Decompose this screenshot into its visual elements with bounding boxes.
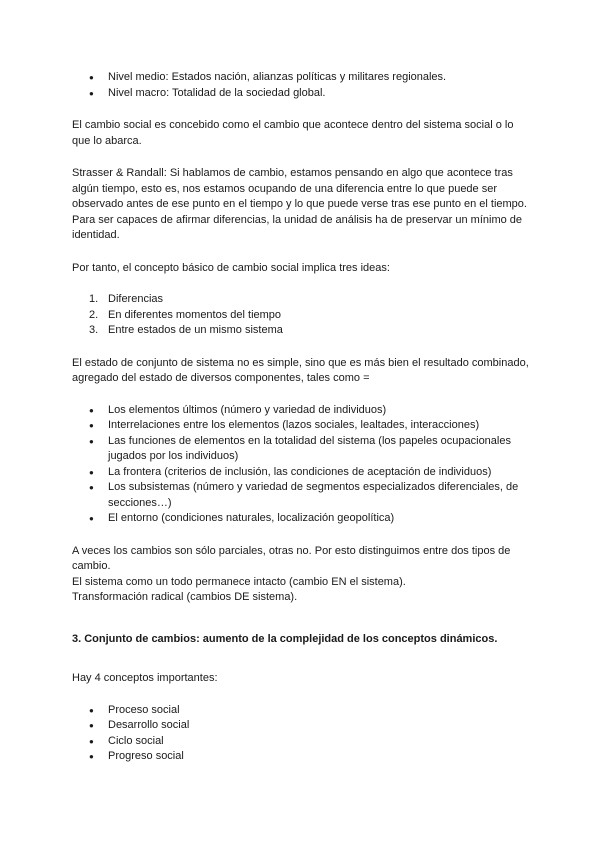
paragraph-estado-conjunto: El estado de conjunto de sistema no es simple, sino que es más bien el resultado combinado, agregado del estado de diversos componentes, tales como = [72,356,529,384]
paragraph-strasser-randall: Strasser & Randall: Si hablamos de cambio, estamos pensando en algo que acontece tras algún tiempo, esto es, nos estamos ocupando de una diferencia entre lo que puede ser observado antes de ese punto en el tiempo y lo que puede verse tras ese punto en el tiempo. Para ser capaces de afirmar diferencias, la unidad de análisis ha de preservar un mínimo de identidad. [72,167,527,241]
list-item: ● Ciclo social [72,734,532,750]
list-text: En diferentes momentos del tiempo [108,308,282,321]
section-heading: 3. Conjunto de cambios: aumento de la complejidad de los conceptos dinámicos. [72,632,498,645]
list-item [72,308,532,324]
list-text: Diferencias [108,293,164,305]
ideas-list [72,292,532,339]
list-item: ● Nivel macro: Totalidad de la sociedad global. [72,86,532,102]
levels-list [72,70,532,101]
list-item: ● Los subsistemas (número y variedad de segmentos especializados diferenciales, de secciones…) [72,480,532,511]
list-number: 1. [89,293,99,305]
list-item: ● Interrelaciones entre los elementos (lazos sociales, lealtades, interacciones) [72,418,532,434]
list-item: ● Proceso social [72,703,532,719]
paragraph-conceptos: Hay 4 conceptos importantes: [72,672,218,684]
concepts-list [72,703,532,765]
list-item [72,292,532,308]
list-item: ● Nivel medio: Estados nación, alianzas políticas y militares regionales. [72,70,532,86]
paragraph-cambio-social: El cambio social es concebido como el cambio que acontece dentro del sistema social o lo que lo abarca. [72,119,514,147]
paragraph-cambio-de: Transformación radical (cambios DE sistema). [72,591,298,603]
components-list [72,403,532,527]
paragraph-tipos-cambio: A veces los cambios son sólo parciales, otras no. Por esto distinguimos entre dos tipos de cambio. [72,544,511,572]
list-item: ● Desarrollo social [72,718,532,734]
list-item: ● La frontera (criterios de inclusión, las condiciones de aceptación de individuos) [72,465,532,481]
list-item: ● El entorno (condiciones naturales, localización geopolítica) [72,511,532,527]
paragraph-cambio-en: El sistema como un todo permanece intacto (cambio EN el sistema). [72,575,406,588]
list-item [72,323,532,339]
list-number: 3. [89,324,99,336]
list-item: ● Progreso social [72,749,532,765]
document-page [72,70,532,765]
list-item: ● Los elementos últimos (número y variedad de individuos) [72,403,532,419]
list-item: ● Las funciones de elementos en la totalidad del sistema (los papeles ocupacionales jugados por los individuos) [72,434,532,465]
paragraph-tres-ideas: Por tanto, el concepto básico de cambio social implica tres ideas: [72,261,390,274]
list-text: Entre estados de un mismo sistema [108,324,283,336]
list-number: 2. [89,308,99,321]
